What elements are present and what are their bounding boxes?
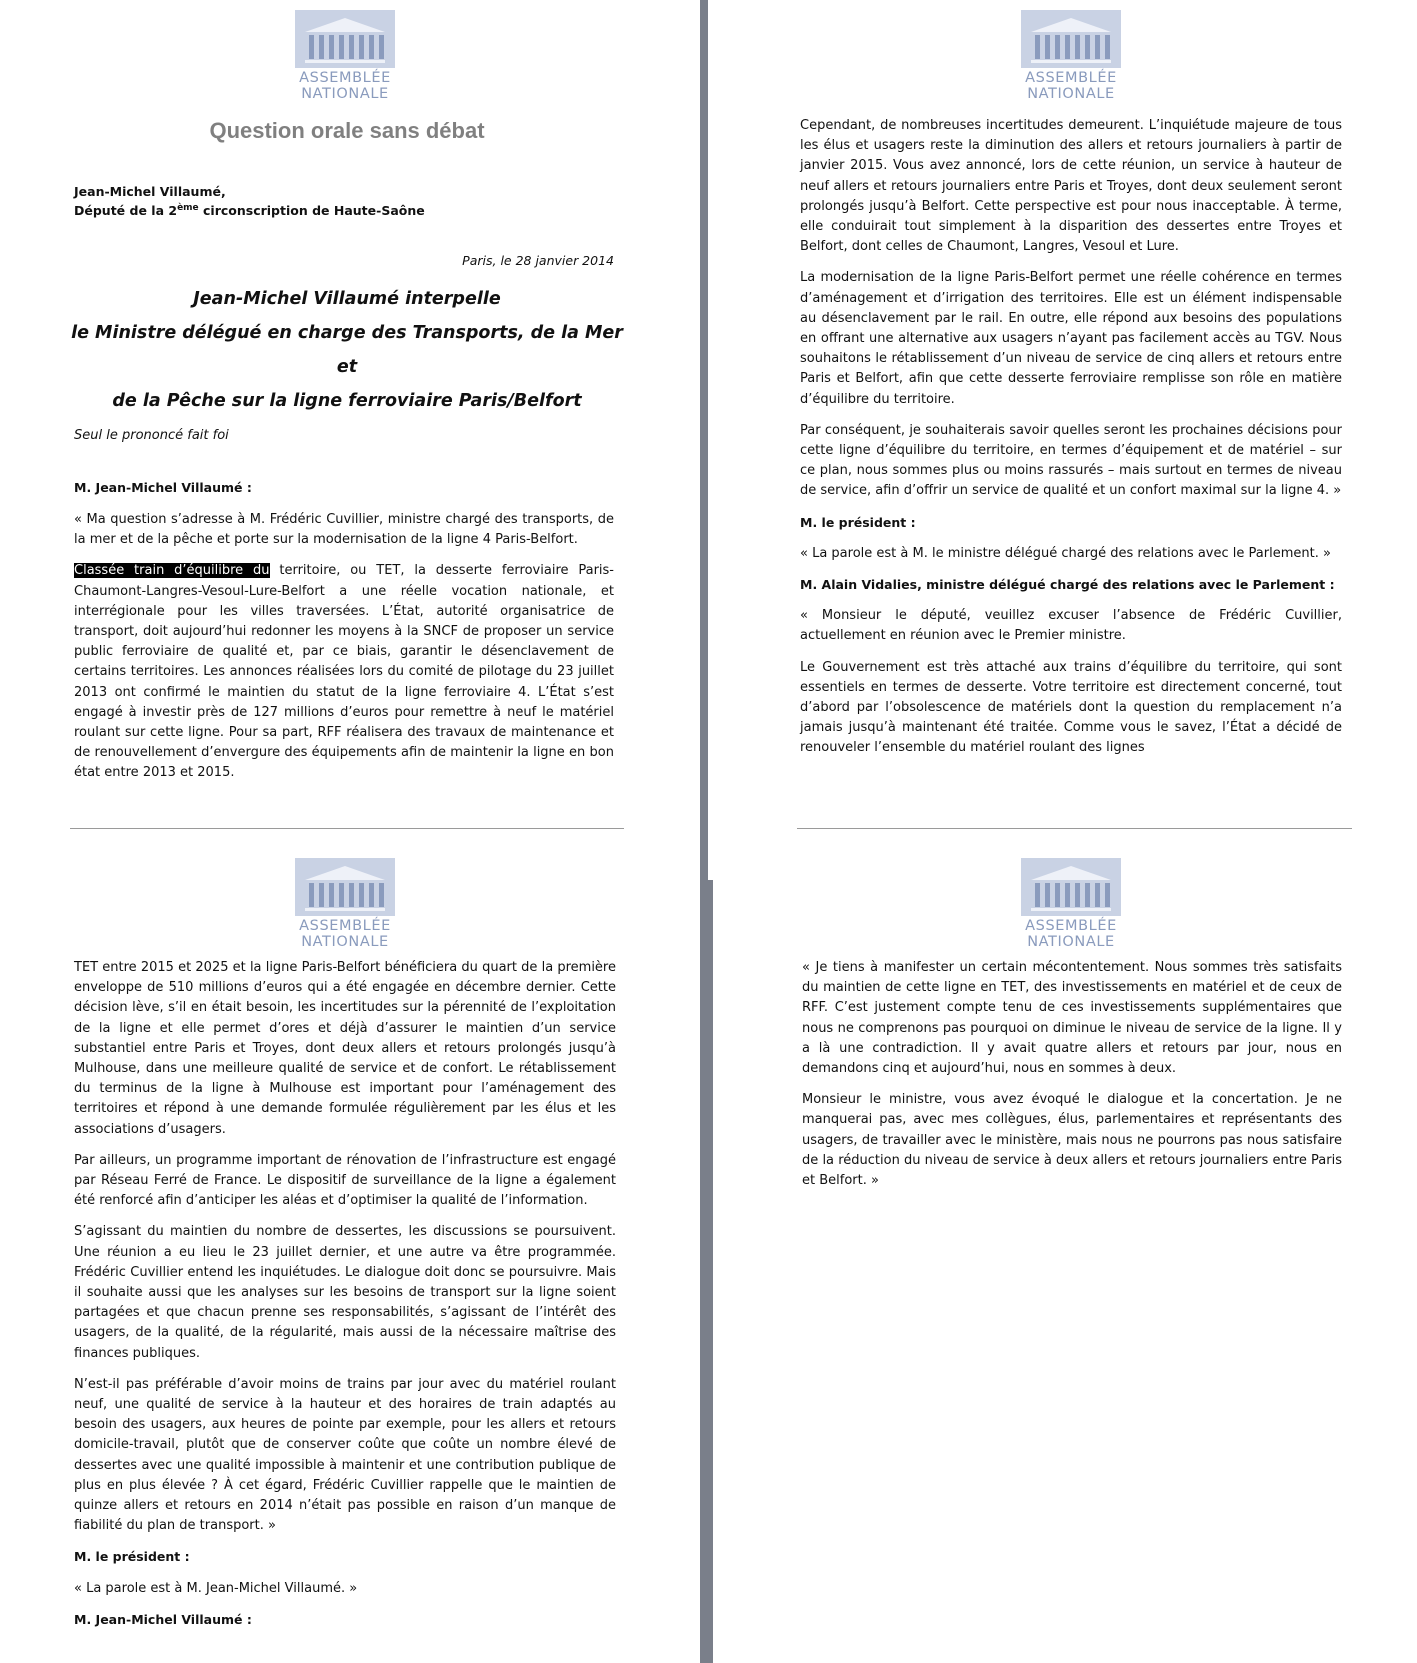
- paragraph: Cependant, de nombreuses incertitudes demeurent. L’inquiétude majeure de tous les élus et usagers reste la diminution des allers et retours journaliers à partir de janvier 2015. Vous avez annoncé, lors de cette réunion, un service à hauteur de neuf allers et retours journaliers entre Paris et Troyes, dont deux seulement seront prolongés jusqu’à Belfort. Cette perspective est pour nous inacceptable. À terme, elle conduirait tout simplement à la disparition des dessertes entre Troyes et Belfort, dont celles de Chaumont, Langres, Vesoul et Lure.: [800, 118, 1342, 255]
- logo-line-2: NATIONALE: [301, 86, 389, 102]
- speaker-label: M. Alain Vidalies, ministre délégué chargé des relations avec le Parlement :: [800, 577, 1335, 593]
- paragraph: Par conséquent, je souhaiterais savoir quelles seront les prochaines décisions pour cette ligne d’équilibre du territoire, en termes d’équipement et de matériel – sur ce plan, nous sommes plus ou moins rassurés – mais surtout en termes de niveau de service, afin d’offrir un service de qualité et un confort maximal sur la ligne 4. »: [800, 422, 1342, 499]
- logo-line-1: ASSEMBLÉE: [1025, 918, 1117, 934]
- speaker-label: M. Jean-Michel Villaumé :: [74, 1611, 252, 1627]
- author-block: [74, 184, 614, 219]
- headline-line-2: le Ministre délégué en charge des Transports, de la Mer et: [71, 323, 623, 377]
- logo-line-1: ASSEMBLÉE: [1025, 70, 1117, 86]
- paragraph: « Monsieur le député, veuillez excuser l’absence de Frédéric Cuvillier, actuellement en réunion avec le Premier ministre.: [800, 608, 1342, 644]
- headline: [70, 282, 624, 418]
- page1-body: [74, 510, 614, 795]
- center-divider-top: [700, 0, 708, 880]
- headline-line-3: de la Pêche sur la ligne ferroviaire Paris/Belfort: [112, 391, 582, 411]
- paragraph: La modernisation de la ligne Paris-Belfort permet une réelle cohérence en termes d’aménagement et d’irrigation des territoires. Elle est un élément indispensable au désenclavement par le rail. En outre, elle répond aux besoins des populations en offrant une alternative aux usagers n’ayant pas facilement accès au TGV. Nous souhaitons le rétablissement d’un niveau de service de cinq allers et retours entre Paris et Belfort, afin que cette desserte ferroviaire remplisse son rôle en matière d’équilibre du territoire.: [800, 270, 1342, 407]
- paragraph: Monsieur le ministre, vous avez évoqué le dialogue et la concertation. Je ne manquerai pas, avec mes collègues, élus, parlementaires et représentants des usagers, de travailler avec le ministère, mais nous ne pourrons pas nous satisfaire de la réduction du niveau de service à deux allers et retours journaliers entre Paris et Belfort. »: [802, 1092, 1342, 1189]
- parliament-building-icon: [295, 10, 395, 68]
- disclaimer: Seul le prononcé fait foi: [74, 428, 229, 443]
- assemblee-logo: [275, 10, 415, 102]
- paragraph: « La parole est à M. Jean-Michel Villaumé. »: [74, 1580, 358, 1596]
- logo-line-2: NATIONALE: [1027, 86, 1115, 102]
- assemblee-logo: [275, 858, 415, 950]
- author-role: Député de la 2ème circonscription de Haute-Saône: [74, 203, 425, 219]
- page2-body: [800, 116, 1342, 824]
- paragraph: Par ailleurs, un programme important de rénovation de l’infrastructure est engagé par Réseau Ferré de France. Le dispositif de surveillance de la ligne a également été renforcé afin d’anticiper les aléas et d’optimiser la qualité de l’information.: [74, 1152, 616, 1209]
- logo-line-1: ASSEMBLÉE: [299, 918, 391, 934]
- paragraph: Classée train d’équilibre du territoire, ou TET, la desserte ferroviaire Paris-Chaumont-Langres-Vesoul-Lure-Belfort a une réelle vocation nationale, et interrégionale pour les villes traversées. L’État, autorité organisatrice de transport, doit aujourd’hui redonner les moyens à la SNCF de proposer un service public ferroviaire de qualité et, par ce biais, garantir le désenclavement de certains territoires. Les annonces réalisées lors du comité de pilotage du 23 juillet 2013 ont confirmé le maintien du statut de la ligne ferroviaire 4. L’État s’est engagé à investir près de 127 millions d’euros pour remettre à neuf le matériel roulant sur cette ligne. Pour sa part, RFF réalisera des travaux de maintenance et de renouvellement d’envergure des équipements afin de maintenir la ligne en bon état entre 2013 et 2015.: [74, 563, 614, 781]
- paragraph: « Je tiens à manifester un certain mécontentement. Nous sommes très satisfaits du maintien de cette ligne en TET, des investissements en matériel et de ceux de RFF. C’est justement compte tenu de ces investissements supplémentaires que nous ne comprenons pas pourquoi on diminue le niveau de service de la ligne. Il y a là une contradiction. Il y avait quatre allers et retours par jour, nous en demandons cinq et aujourd’hui, nous en sommes à deux.: [802, 960, 1342, 1077]
- selected-text: Classée train d’équilibre du: [74, 563, 270, 579]
- parliament-building-icon: [295, 858, 395, 916]
- parliament-building-icon: [1021, 858, 1121, 916]
- paragraph: « La parole est à M. le ministre délégué chargé des relations avec le Parlement. »: [800, 545, 1331, 561]
- page2-bottom-rule: [797, 828, 1352, 829]
- page1-bottom-rule: [70, 828, 624, 829]
- headline-line-1: Jean-Michel Villaumé interpelle: [193, 289, 501, 309]
- assemblee-logo: [1001, 858, 1141, 950]
- logo-line-2: NATIONALE: [301, 934, 389, 950]
- paragraph: S’agissant du maintien du nombre de dessertes, les discussions se poursuivent. Une réunion a eu lieu le 23 juillet dernier, et une autre va être programmée. Frédéric Cuvillier entend les inquiétudes. Le dialogue doit donc se poursuivre. Mais il souhaite aussi que les analyses sur les besoins de transport sur la ligne soient partagées et que chacun prenne ses responsabilités, s’agissant de l’intérêt des usagers, de la qualité, de la régularité, mais aussi de la nécessaire maîtrise des finances publiques.: [74, 1224, 616, 1361]
- assemblee-logo: [1001, 10, 1141, 102]
- parliament-building-icon: [1021, 10, 1121, 68]
- author-name: Jean-Michel Villaumé,: [74, 184, 226, 199]
- logo-line-2: NATIONALE: [1027, 934, 1115, 950]
- speaker-label: M. le président :: [800, 514, 916, 530]
- center-divider-bottom: [700, 880, 713, 1663]
- page3-body: [74, 958, 616, 1663]
- speaker-label: M. le président :: [74, 1549, 190, 1565]
- paragraph: TET entre 2015 et 2025 et la ligne Paris-Belfort bénéficiera du quart de la première enveloppe de 510 millions d’euros qui a été engagée en décembre dernier. Cette décision lève, s’il en était besoin, les incertitudes sur la pérennité de l’exploitation de la ligne et elle permet d’ores et déjà d’assurer le maintien d’un service substantiel entre Paris et Troyes, dont deux allers et retours prolongés jusqu’à Mulhouse, dans une meilleure qualité de service et de confort. Le rétablissement du terminus de la ligne à Mulhouse est important pour l’aménagement des territoires et répond à une demande formulée régulièrement par les élus et les associations d’usagers.: [74, 960, 616, 1137]
- speaker-label: M. Jean-Michel Villaumé :: [74, 480, 252, 495]
- page4-body: [802, 958, 1342, 1202]
- paragraph: N’est-il pas préférable d’avoir moins de trains par jour avec du matériel roulant neuf, une qualité de service à la hauteur et des horaires de train adaptés au besoin des usagers, aux heures de pointe par exemple, pour les allers et retours domicile-travail, plutôt que de conserver coûte que coûte un nombre élevé de dessertes avec une qualité impossible à maintenir et une contribution publique de plus en plus élevée ? À cet égard, Frédéric Cuvillier rappelle que le maintien de quinze allers et retours en 2014 n’était pas possible en raison d’un manque de fiabilité du plan de transport. »: [74, 1376, 616, 1534]
- document-date: Paris, le 28 janvier 2014: [462, 253, 614, 268]
- paragraph: « Ma question s’adresse à M. Frédéric Cuvillier, ministre chargé des transports, de la mer et de la pêche et porte sur la modernisation de la ligne 4 Paris-Belfort.: [74, 512, 614, 548]
- page-title: Question orale sans débat: [209, 118, 485, 143]
- logo-line-1: ASSEMBLÉE: [299, 70, 391, 86]
- paragraph: Le Gouvernement est très attaché aux trains d’équilibre du territoire, qui sont essentiels en termes de desserte. Votre territoire est directement concerné, tout d’abord par l’obsolescence de matériels dont la question du remplacement n’a jamais jusqu’à maintenant été traitée. Comme vous le savez, l’État a décidé de renouveler l’ensemble du matériel roulant des lignes: [800, 659, 1342, 756]
